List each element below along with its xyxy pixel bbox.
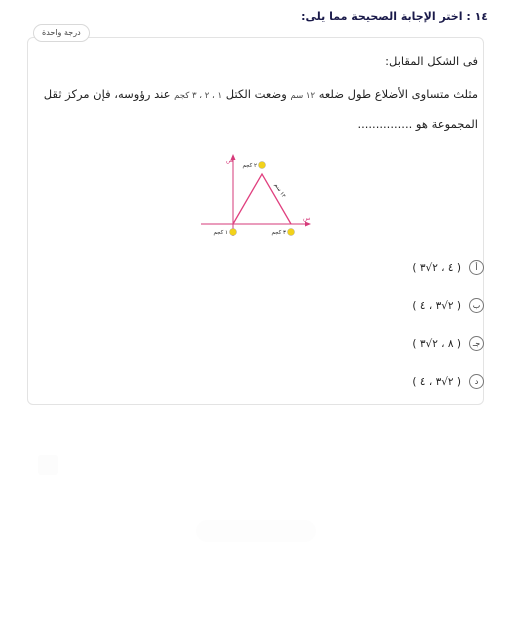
masses-value: ١ ، ٢ ، ٣ كجم	[174, 91, 223, 101]
option-radio[interactable]: ب	[469, 298, 484, 313]
side-length-value: ١٢ سم	[290, 91, 316, 101]
answer-option-1[interactable]	[412, 260, 484, 275]
side-length-label: ١٢ سم	[272, 182, 287, 200]
option-text: ( ٢√٣ ، ٤ )	[412, 375, 461, 388]
points-badge: درجة واحدة	[33, 24, 90, 42]
triangle-outline	[233, 174, 291, 224]
option-radio[interactable]: جـ	[469, 336, 484, 351]
right-vertex-marker	[288, 229, 295, 236]
question-title: ١٤ : اختر الإجابة الصحيحة مما يلى:	[301, 10, 488, 23]
option-text: ( ٤ ، ٢√٣ )	[412, 261, 461, 274]
left-vertex-marker	[230, 229, 237, 236]
faint-placeholder-square	[38, 455, 58, 475]
answer-option-4[interactable]	[412, 374, 484, 389]
question-text-part: المجموعة هو	[412, 117, 478, 131]
triangle-figure	[197, 152, 317, 244]
option-radio[interactable]: أ	[469, 260, 484, 275]
x-axis-arrow	[305, 222, 311, 227]
option-text: ( ٨ ، ٢√٣ )	[412, 337, 461, 350]
right-vertex-label: ٣ كجم	[271, 230, 286, 236]
answer-blank: ...............	[357, 117, 413, 131]
top-vertex-label: ٢ كجم	[242, 163, 257, 169]
question-text-part: عند رؤوسه، فإن مركز ثقل	[43, 87, 175, 101]
option-radio[interactable]: د	[469, 374, 484, 389]
question-text-part: وضعت الكتل	[222, 87, 291, 101]
left-vertex-label: ١ كجم	[213, 230, 228, 236]
faint-placeholder-bar	[196, 520, 316, 542]
question-text-line	[357, 117, 478, 131]
top-vertex-marker	[259, 162, 266, 169]
question-intro: فى الشكل المقابل:	[385, 54, 478, 68]
option-text: ( ٢√٣ ، ٤ )	[412, 299, 461, 312]
x-axis-label: س	[303, 215, 311, 222]
answer-option-2[interactable]	[412, 298, 484, 313]
question-text-line	[38, 87, 478, 101]
y-axis-label: ص	[226, 157, 234, 164]
question-text-part: مثلث متساوى الأضلاع طول ضلعه	[315, 87, 478, 101]
answer-option-3[interactable]	[412, 336, 484, 351]
